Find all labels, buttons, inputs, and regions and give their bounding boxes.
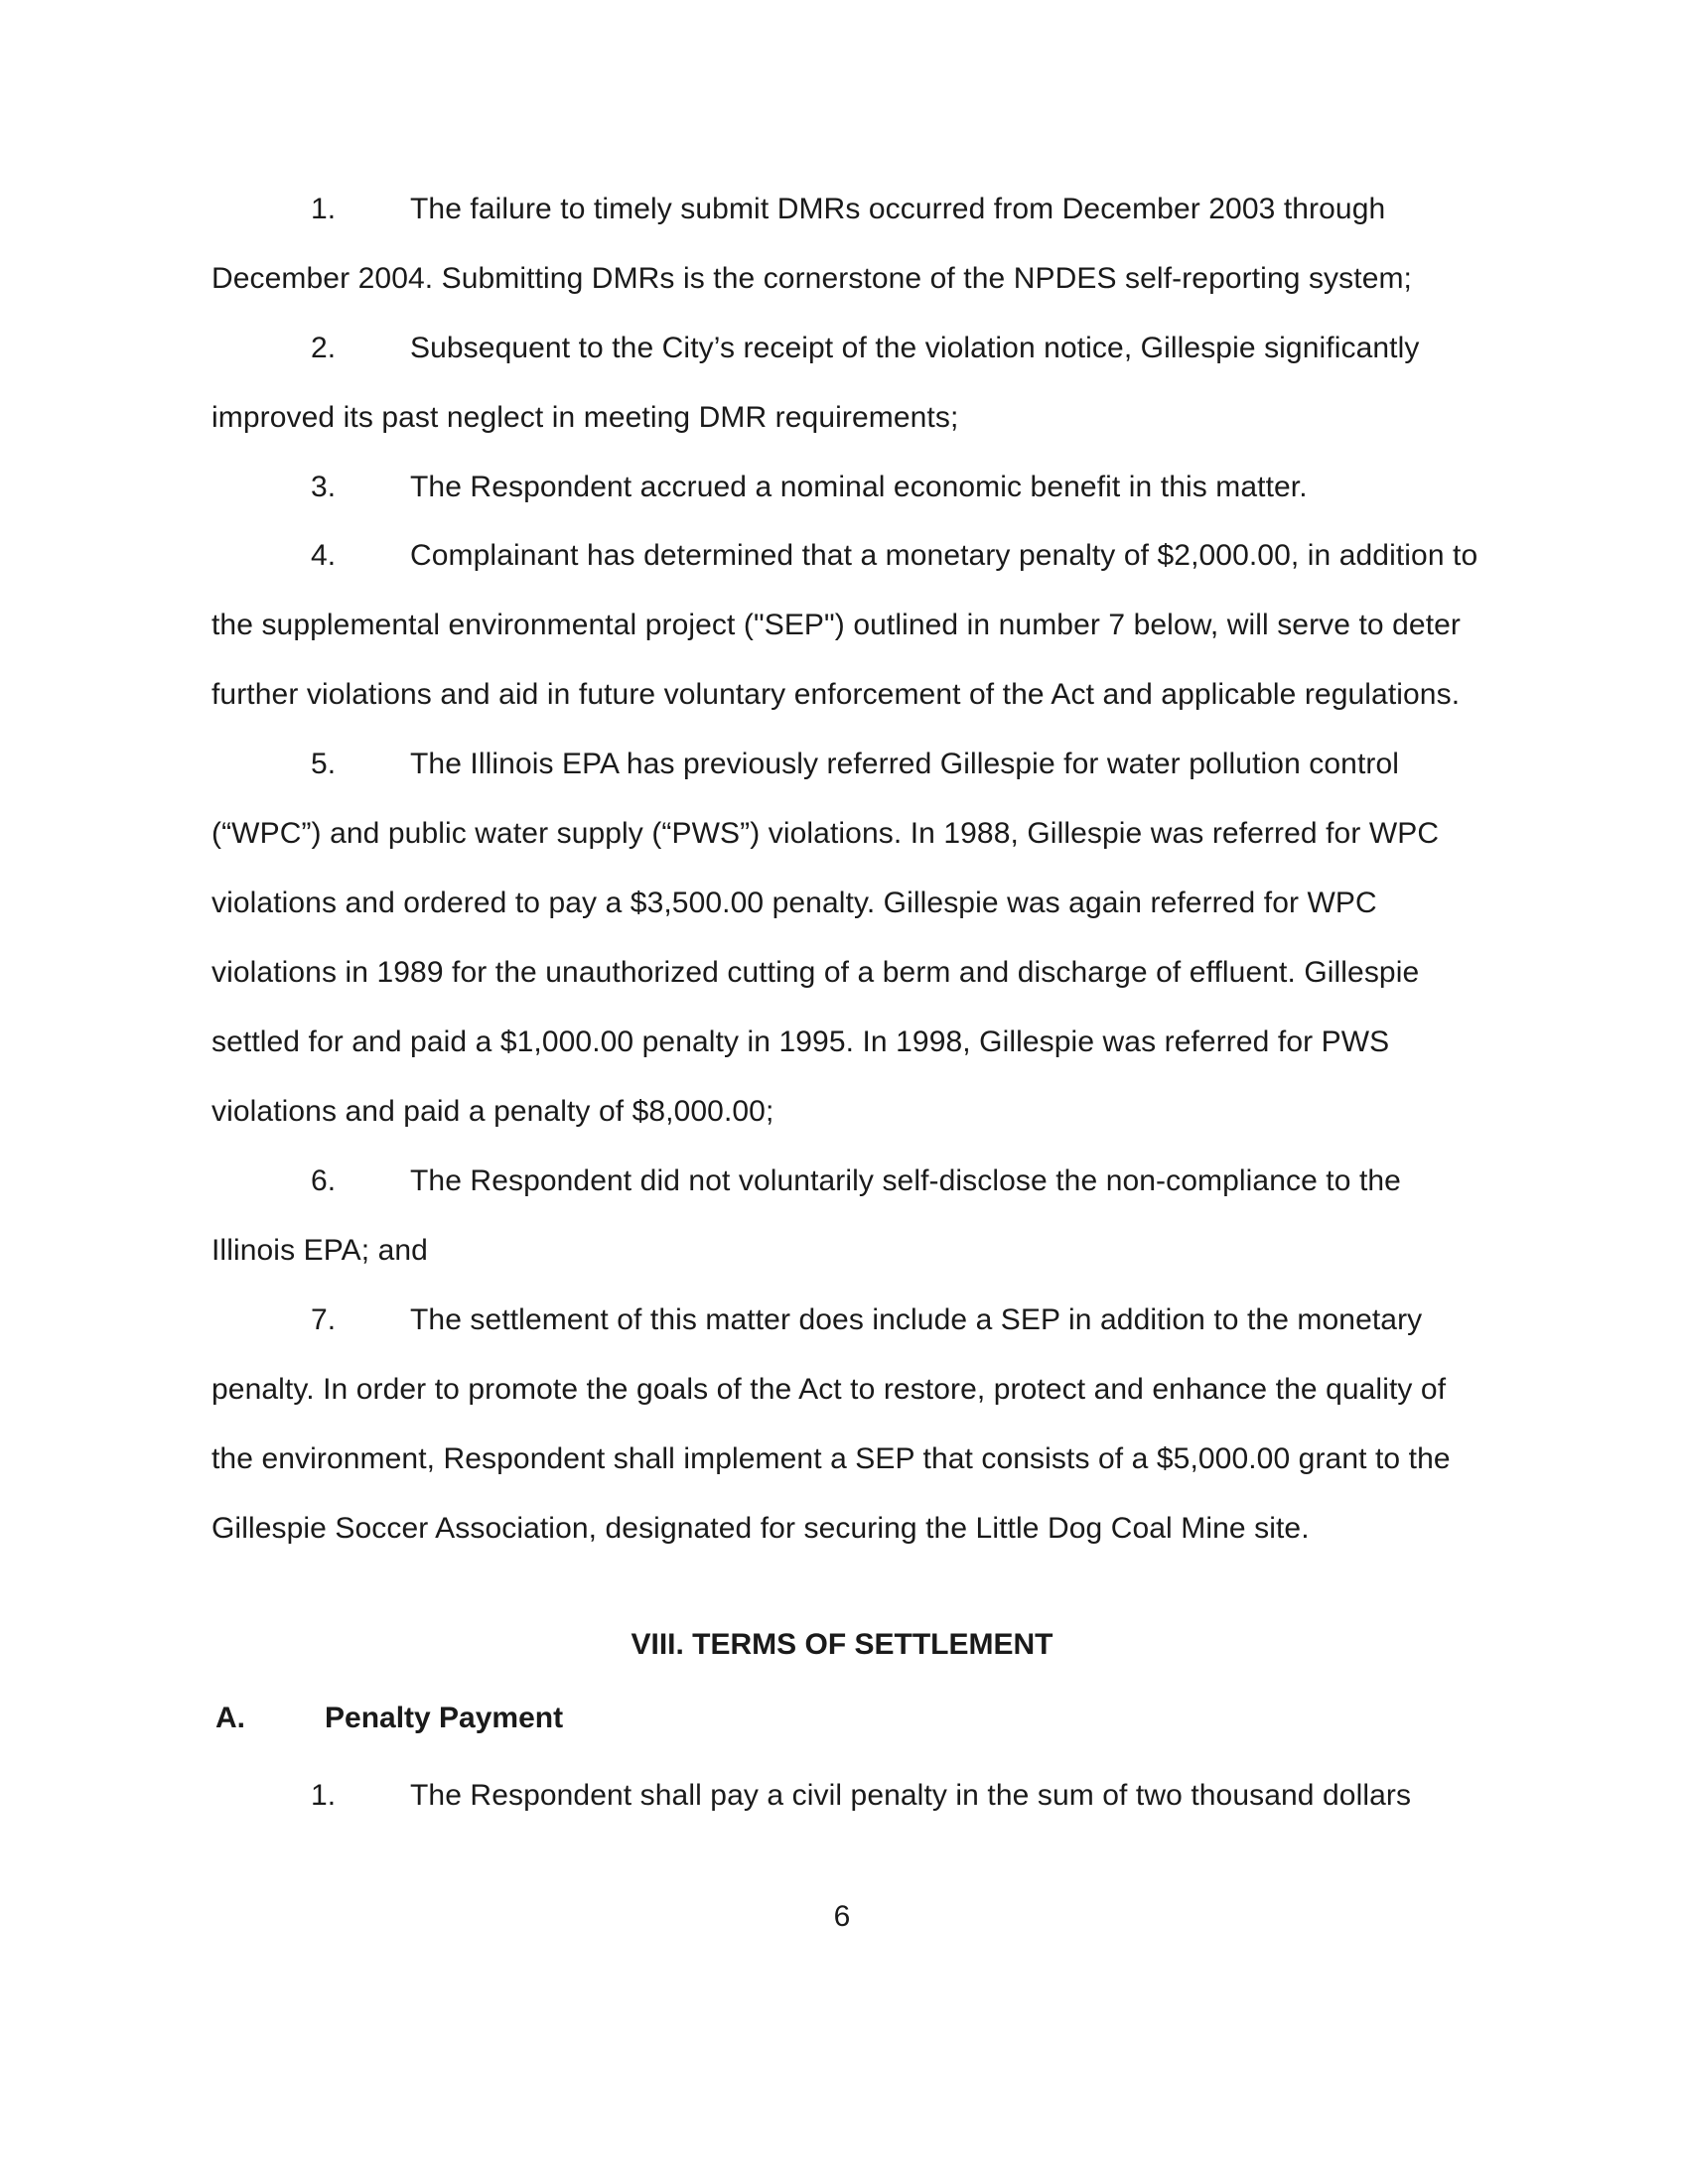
paragraph-4 — [211, 521, 1492, 730]
page-number: 6 — [833, 1900, 851, 1933]
final-paragraph — [211, 1761, 1492, 1831]
paragraph-3 — [211, 453, 1492, 522]
paragraph-7 — [211, 1286, 1492, 1564]
paragraph-6 — [211, 1147, 1492, 1286]
paragraph-1 — [211, 175, 1492, 314]
paragraph-number: 7. — [311, 1303, 337, 1336]
subsection-letter: A. — [215, 1702, 245, 1734]
paragraph-number: 5. — [311, 748, 337, 780]
paragraph-text: Subsequent to the City’s receipt of the violation notice, Gillespie significantly improved its past neglect in meeting DMR requirements; — [211, 332, 1420, 434]
paragraph-5 — [211, 730, 1492, 1147]
paragraph-text: The Respondent accrued a nominal economic benefit in this matter. — [410, 471, 1308, 503]
paragraph-text: The failure to timely submit DMRs occurred from December 2003 through December 2004. Submitting DMRs is the cornerstone of the NPDES self-reporting system; — [211, 193, 1412, 295]
paragraph-number: 3. — [311, 471, 337, 503]
paragraph-number: 6. — [311, 1164, 337, 1197]
paragraph-text: The Respondent did not voluntarily self-disclose the non-compliance to the Illinois EPA; and — [211, 1164, 1401, 1267]
paragraph-number: 4. — [311, 539, 337, 572]
paragraph-text: The Illinois EPA has previously referred Gillespie for water pollution control (“WPC”) and public water supply (“PWS”) violations. In 1988, Gillespie was referred for WPC violations and ordered to pay a $3,500.00 penalty. Gillespie was again referred for WPC violations in 1989 for the unauthorized cutting of a berm and discharge of effluent. Gillespie settled for and paid a $1,000.00 penalty in 1995. In 1998, Gillespie was referred for PWS violations and paid a penalty of $8,000.00; — [211, 748, 1440, 1128]
subsection-title: Penalty Payment — [325, 1702, 564, 1734]
paragraph-2 — [211, 314, 1492, 453]
paragraph-text: Complainant has determined that a monetary penalty of $2,000.00, in addition to the supplemental environmental project ("SEP") outlined in number 7 below, will serve to deter further violations and aid in future voluntary enforcement of the Act and applicable regulations. — [211, 539, 1478, 711]
paragraph-number: 2. — [311, 332, 337, 364]
paragraph-text: The settlement of this matter does include a SEP in addition to the monetary penalty. In order to promote the goals of the Act to restore, protect and enhance the quality of the environment, Respondent shall implement a SEP that consists of a $5,000.00 grant to the Gillespie Soccer Association, designated for securing the Little Dog Coal Mine site. — [211, 1303, 1451, 1545]
paragraph-text: The Respondent shall pay a civil penalty in the sum of two thousand dollars — [410, 1779, 1412, 1812]
subsection-heading — [215, 1702, 563, 1735]
paragraph-number: 1. — [311, 1779, 337, 1812]
section-heading: VIII. TERMS OF SETTLEMENT — [631, 1628, 1053, 1661]
paragraph-number: 1. — [311, 193, 337, 225]
